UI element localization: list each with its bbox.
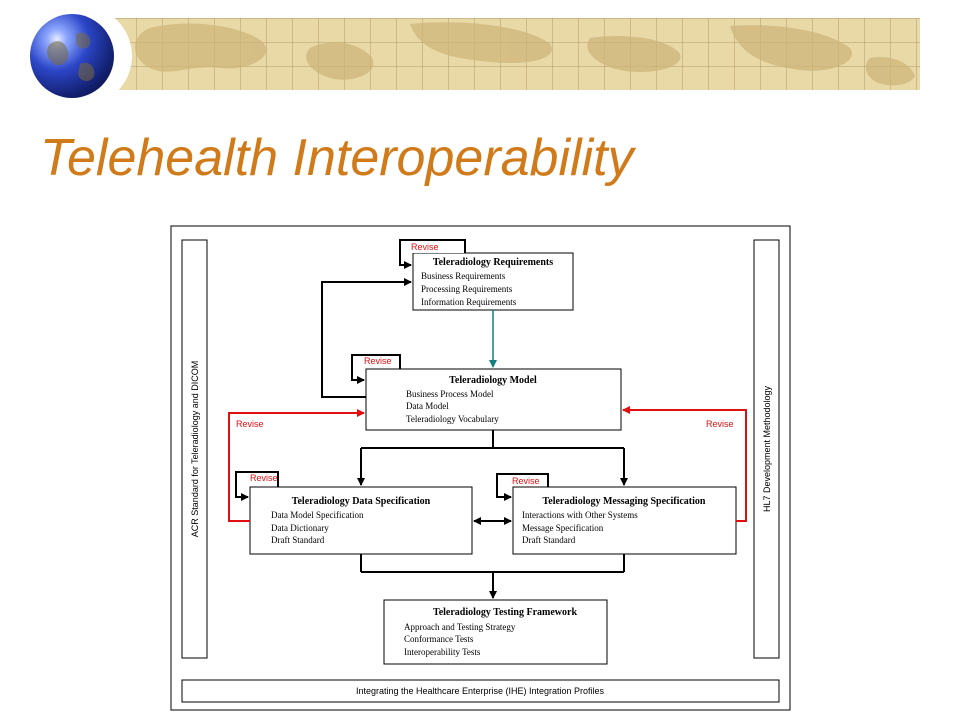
revise-label-model: Revise: [364, 356, 392, 366]
testing-item: Conformance Tests: [404, 634, 474, 644]
right-side-label: HL7 Development Methodology: [762, 385, 772, 513]
requirements-item: Business Requirements: [421, 271, 506, 281]
bottom-label: Integrating the Healthcare Enterprise (IHE) Integration Profiles: [355, 686, 605, 696]
revise-label-left-red: Revise: [236, 419, 264, 429]
testing-title: Teleradiology Testing Framework: [432, 607, 578, 618]
testing-item: Approach and Testing Strategy: [404, 622, 516, 632]
data-spec-item: Draft Standard: [271, 535, 325, 545]
messaging-spec-item: Interactions with Other Systems: [522, 510, 638, 520]
page-title: Telehealth Interoperability: [40, 129, 634, 187]
data-spec-title: Teleradiology Data Specification: [291, 496, 431, 507]
requirements-item: Information Requirements: [421, 297, 517, 307]
data-spec-item: Data Model Specification: [271, 510, 364, 520]
model-item: Data Model: [406, 401, 449, 411]
data-spec-item: Data Dictionary: [271, 523, 329, 533]
requirements-title: Teleradiology Requirements: [432, 257, 554, 268]
model-item: Business Process Model: [406, 389, 494, 399]
revise-label-right-red: Revise: [706, 419, 734, 429]
revise-label-messaging-spec: Revise: [512, 476, 540, 486]
messaging-spec-item: Draft Standard: [522, 535, 576, 545]
left-side-label: ACR Standard for Teleradiology and DICOM: [190, 360, 200, 538]
revise-label-requirements: Revise: [411, 242, 439, 252]
messaging-spec-item: Message Specification: [522, 523, 604, 533]
model-item: Teleradiology Vocabulary: [406, 414, 499, 424]
requirements-item: Processing Requirements: [421, 284, 513, 294]
messaging-spec-title: Teleradiology Messaging Specification: [542, 496, 706, 507]
revise-label-data-spec: Revise: [250, 473, 278, 483]
model-title: Teleradiology Model: [449, 375, 537, 386]
testing-item: Interoperability Tests: [404, 647, 481, 657]
